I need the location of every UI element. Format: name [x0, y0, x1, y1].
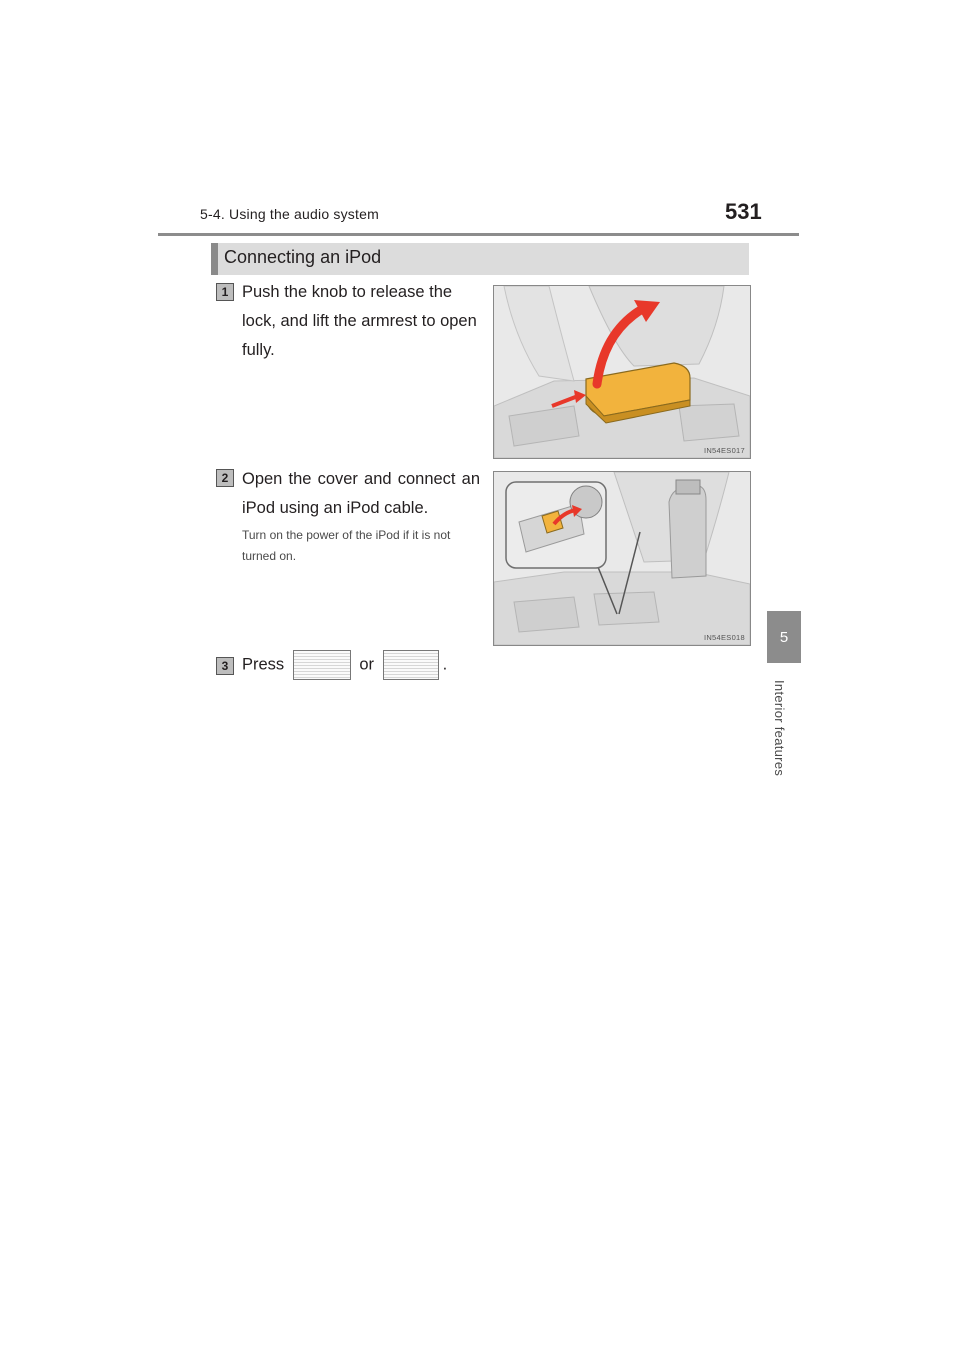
section-title-accent — [211, 243, 218, 275]
step-3-badge: 3 — [216, 657, 234, 675]
section-header: 5-4. Using the audio system — [200, 206, 379, 222]
step-1-badge: 1 — [216, 283, 234, 301]
ipod-port-drawing — [494, 472, 750, 645]
chapter-title: Interior features — [772, 680, 787, 777]
step-2-text: Open the cover and connect an iPod using an iPod cable. — [242, 470, 480, 517]
chapter-number-tab — [767, 611, 801, 663]
ipod-port-illustration — [493, 471, 751, 646]
section-title: Connecting an iPod — [224, 247, 382, 267]
image-1-label: IN54ES017 — [703, 446, 745, 455]
step-3-press: Press — [242, 655, 285, 674]
audio-source-button-2 — [383, 650, 439, 680]
step-3-period: . — [442, 655, 448, 674]
armrest-drawing — [494, 286, 750, 458]
step-1-text: Push the knob to release the lock, and lift the armrest to open fully. — [242, 283, 477, 359]
chapter-number: 5 — [779, 628, 789, 646]
step-3-or: or — [359, 655, 375, 674]
audio-source-button-1 — [293, 650, 351, 680]
step-3-text — [242, 650, 542, 680]
armrest-illustration — [493, 285, 751, 459]
header-rule — [158, 233, 799, 236]
image-2-label: IN54ES018 — [703, 633, 745, 642]
step-2-badge: 2 — [216, 469, 234, 487]
page-number: 531 — [725, 199, 762, 224]
step-2-note: Turn on the power of the iPod if it is not turned on. — [242, 528, 451, 563]
